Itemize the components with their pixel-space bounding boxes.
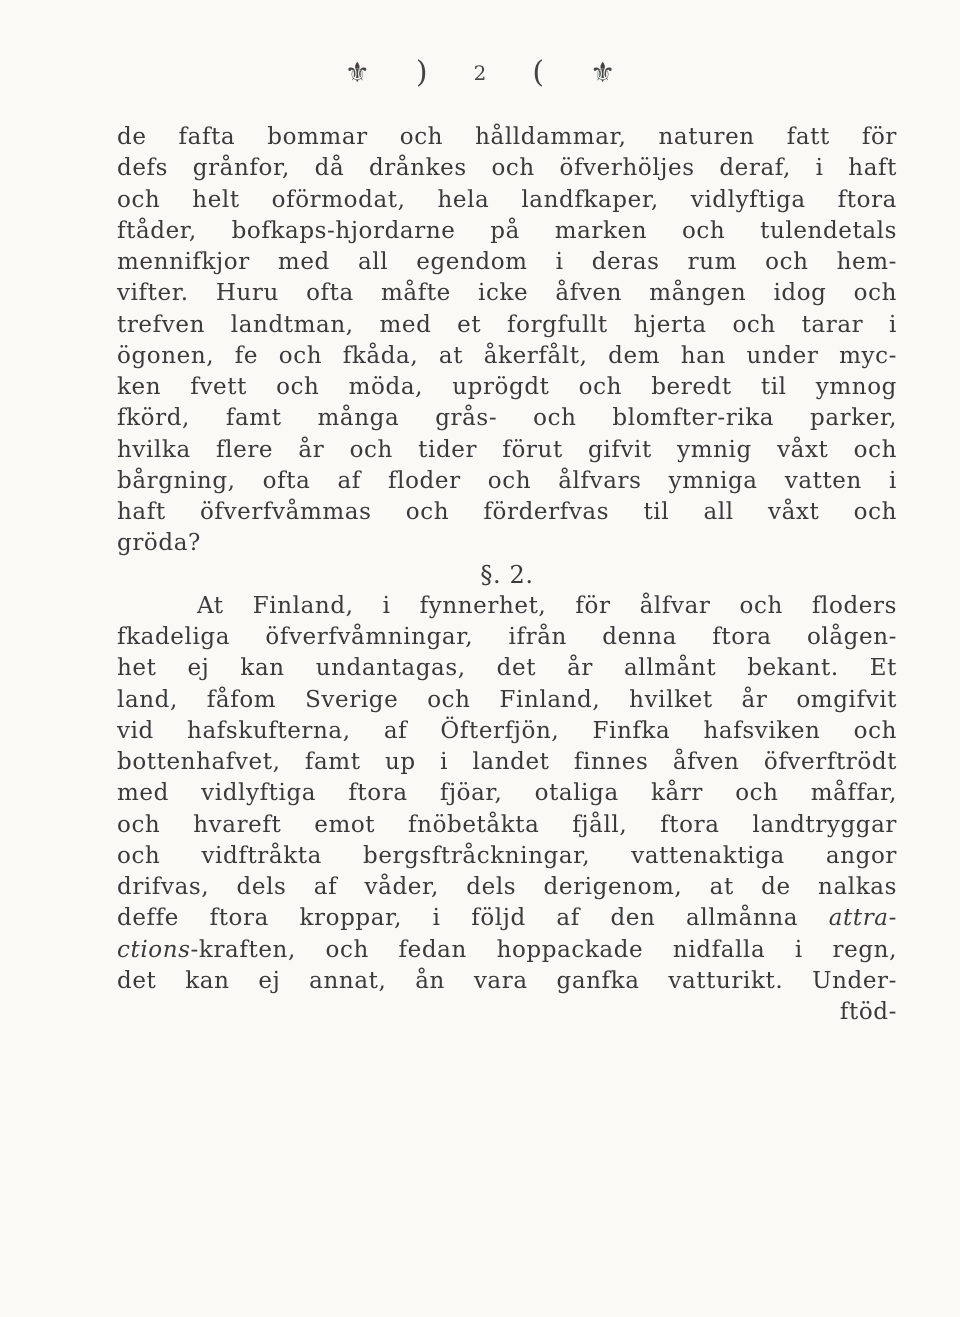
text-line: det kan ej annat, ån vara ganfka vatturikt. Under- bbox=[117, 967, 897, 994]
page-body bbox=[117, 122, 897, 1028]
text-line: gröda? bbox=[117, 530, 201, 557]
text-line: vifter. Huru ofta måfte icke åfven mången idog och bbox=[117, 280, 897, 307]
text-line: ögonen, fe och fkåda, at åkerfålt, dem han under myc- bbox=[117, 342, 897, 369]
text-line bbox=[117, 935, 897, 966]
text-line: het ej kan undantagas, det år allmånt bekant. Et bbox=[117, 655, 897, 682]
text-line: och hvareft emot fnöbetåkta fjåll, ftora landtryggar bbox=[117, 811, 897, 838]
text-line: vid hafskufterna, af Öfterfjön, Finfka hafsviken och bbox=[117, 717, 897, 744]
text-line: trefven landtman, med et forgfullt hjerta och tarar i bbox=[117, 311, 897, 338]
text-line: hvilka flere år och tider förut gifvit ymnig våxt och bbox=[117, 436, 897, 463]
text-line: bårgning, ofta af floder och ålfvars ymniga vatten i bbox=[117, 467, 897, 494]
text-line: fkadeliga öfverfvåmningar, ifrån denna ftora olågen- bbox=[117, 624, 897, 650]
text-line: defs grånfor, då drånkes och öfverhöljes deraf, i haft bbox=[117, 155, 897, 182]
italic-word: ctions bbox=[117, 936, 191, 963]
fleur-de-lis-icon: ⚜ bbox=[590, 56, 616, 89]
catchword: ftöd- bbox=[839, 999, 897, 1025]
text-line: haft öfverfvåmmas och förderfvas til all våxt och bbox=[117, 499, 897, 525]
text-line: och helt oförmodat, hela landfkaper, vidlyftiga ftora bbox=[117, 186, 897, 213]
text-segment: -kraften, och fedan hoppackade nidfalla i regn, bbox=[190, 936, 897, 963]
text-line: med vidlyftiga ftora fjöar, otaliga kårr och måffar, bbox=[117, 780, 897, 807]
text-line: fkörd, famt många grås- och blomfter-rika parker, bbox=[117, 405, 897, 432]
text-line: drifvas, dels af våder, dels derigenom, at de nalkas bbox=[117, 874, 897, 900]
text-line: land, fåfom Sverige och Finland, hvilket år omgifvit bbox=[117, 686, 897, 713]
italic-word: attra- bbox=[828, 905, 897, 932]
text-line: ken fvett och möda, uprögdt och beredt til ymnog bbox=[117, 374, 897, 400]
page-number: 2 bbox=[473, 61, 487, 85]
text-line: de fafta bommar och hålldammar, naturen fatt för bbox=[117, 124, 897, 150]
paragraph-first-line: At Finland, i fynnerhet, för ålfvar och floders bbox=[197, 592, 897, 619]
section-heading: §. 2. bbox=[480, 560, 534, 589]
page-header bbox=[0, 55, 960, 90]
text-line: ftåder, bofkaps-hjordarne på marken och tulendetals bbox=[117, 217, 897, 244]
fleur-de-lis-icon: ⚜ bbox=[344, 56, 370, 89]
text-line bbox=[117, 903, 897, 934]
header-paren-left: ) bbox=[415, 55, 428, 90]
text-line: bottenhafvet, famt up i landet finnes åfven öfverftrödt bbox=[117, 749, 897, 775]
text-line: och vidftråkta bergsftråckningar, vattenaktiga angor bbox=[117, 842, 897, 869]
text-line: mennifkjor med all egendom i deras rum och hem- bbox=[117, 249, 897, 275]
header-paren-right: ( bbox=[532, 55, 545, 90]
text-segment: deffe ftora kroppar, i följd af den allmånna bbox=[117, 905, 829, 932]
